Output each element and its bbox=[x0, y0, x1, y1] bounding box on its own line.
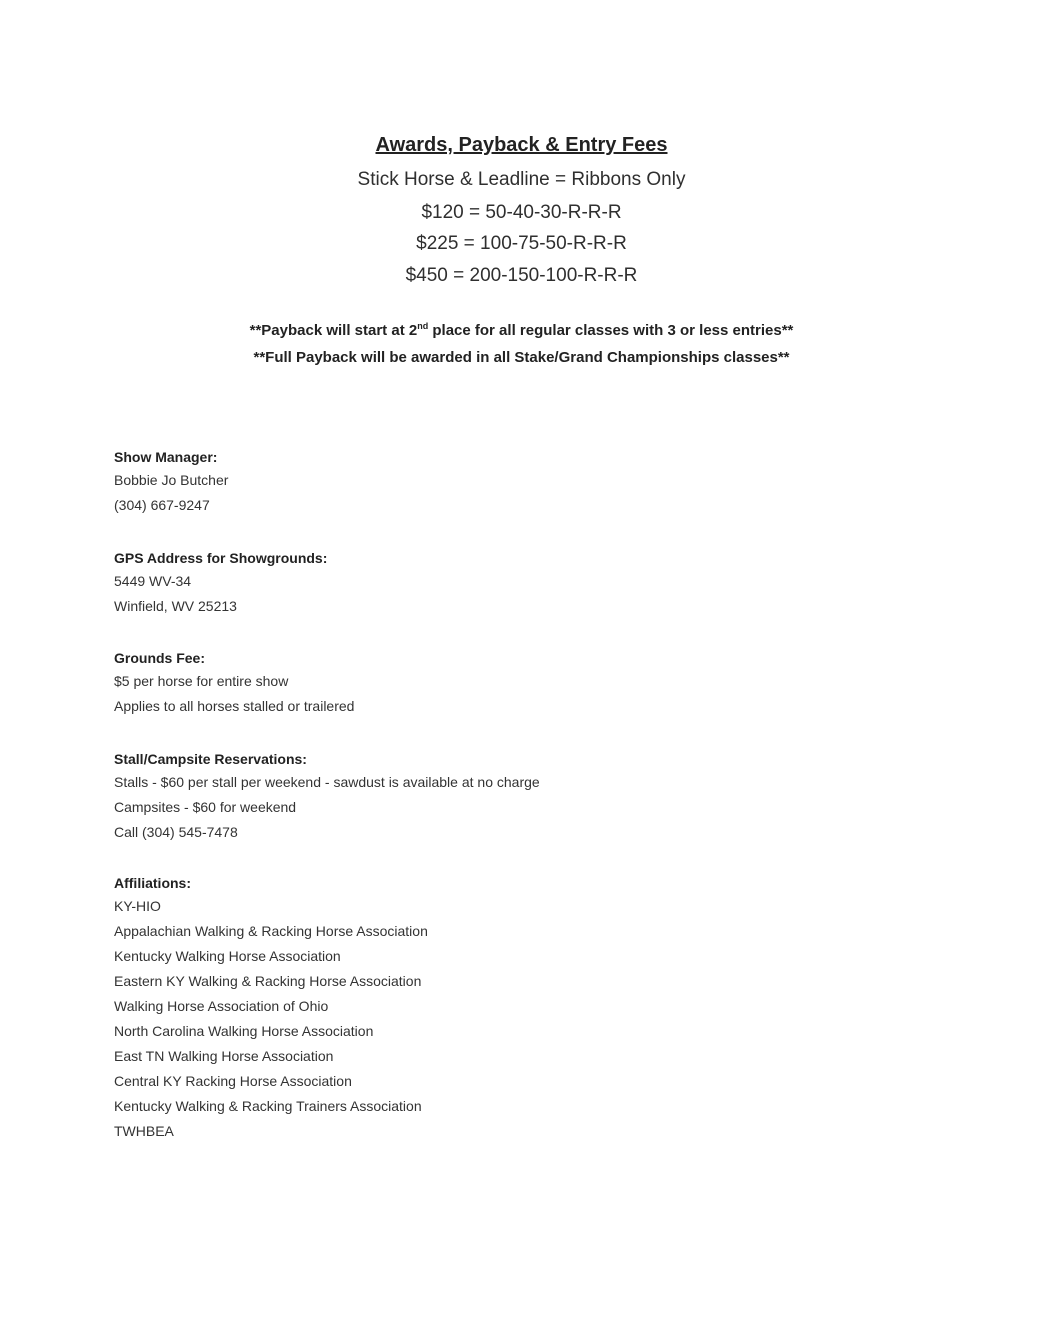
affiliation-item: Central KY Racking Horse Association bbox=[114, 1073, 352, 1089]
reservations-section bbox=[114, 751, 540, 848]
affiliation-item: KY-HIO bbox=[114, 898, 161, 914]
section-heading: Grounds Fee: bbox=[114, 650, 206, 666]
campsites-line: Campsites - $60 for weekend bbox=[114, 799, 297, 815]
gps-section bbox=[114, 550, 327, 622]
affiliation-item: North Carolina Walking Horse Association bbox=[114, 1023, 374, 1039]
affiliation-item: Kentucky Walking Horse Association bbox=[114, 948, 341, 964]
gps-street: 5449 WV-34 bbox=[114, 573, 192, 589]
payback-note-1-start: **Payback will start at 2 bbox=[249, 322, 418, 339]
reservation-phone: Call (304) 545-7478 bbox=[114, 824, 238, 840]
manager-name: Bobbie Jo Butcher bbox=[114, 472, 229, 488]
payback-note-1-sup: nd bbox=[417, 321, 429, 331]
page-title: Awards, Payback & Entry Fees bbox=[375, 134, 668, 156]
fee-450-line: $450 = 200-150-100-R-R-R bbox=[405, 265, 638, 286]
section-heading: GPS Address for Showgrounds: bbox=[114, 550, 328, 566]
gps-city: Winfield, WV 25213 bbox=[114, 598, 237, 614]
payback-note-1 bbox=[0, 321, 1043, 339]
affiliation-item: Walking Horse Association of Ohio bbox=[114, 998, 329, 1014]
affiliation-item: Eastern KY Walking & Racking Horse Association bbox=[114, 973, 422, 989]
grounds-fee-line: Applies to all horses stalled or trailered bbox=[114, 698, 355, 714]
manager-phone: (304) 667-9247 bbox=[114, 497, 210, 513]
affiliations-section bbox=[114, 875, 428, 1147]
payback-note-1-end: place for all regular classes with 3 or less entries** bbox=[428, 322, 794, 339]
payback-note-2: **Full Payback will be awarded in all Stake/Grand Championships classes** bbox=[253, 349, 790, 366]
fee-225-line: $225 = 100-75-50-R-R-R bbox=[416, 233, 627, 254]
section-heading: Affiliations: bbox=[114, 875, 191, 891]
affiliation-item: Appalachian Walking & Racking Horse Association bbox=[114, 923, 428, 939]
section-heading: Show Manager: bbox=[114, 449, 218, 465]
grounds-fee-section bbox=[114, 650, 354, 722]
affiliation-item: TWHBEA bbox=[114, 1123, 174, 1139]
show-manager-section bbox=[114, 449, 228, 521]
fee-120-line: $120 = 50-40-30-R-R-R bbox=[421, 202, 622, 223]
section-heading: Stall/Campsite Reservations: bbox=[114, 751, 307, 767]
affiliation-item: Kentucky Walking & Racking Trainers Association bbox=[114, 1098, 422, 1114]
affiliation-item: East TN Walking Horse Association bbox=[114, 1048, 334, 1064]
ribbons-line: Stick Horse & Leadline = Ribbons Only bbox=[357, 169, 686, 190]
stalls-line: Stalls - $60 per stall per weekend - sawdust is available at no charge bbox=[114, 774, 540, 790]
grounds-fee-line: $5 per horse for entire show bbox=[114, 673, 289, 689]
